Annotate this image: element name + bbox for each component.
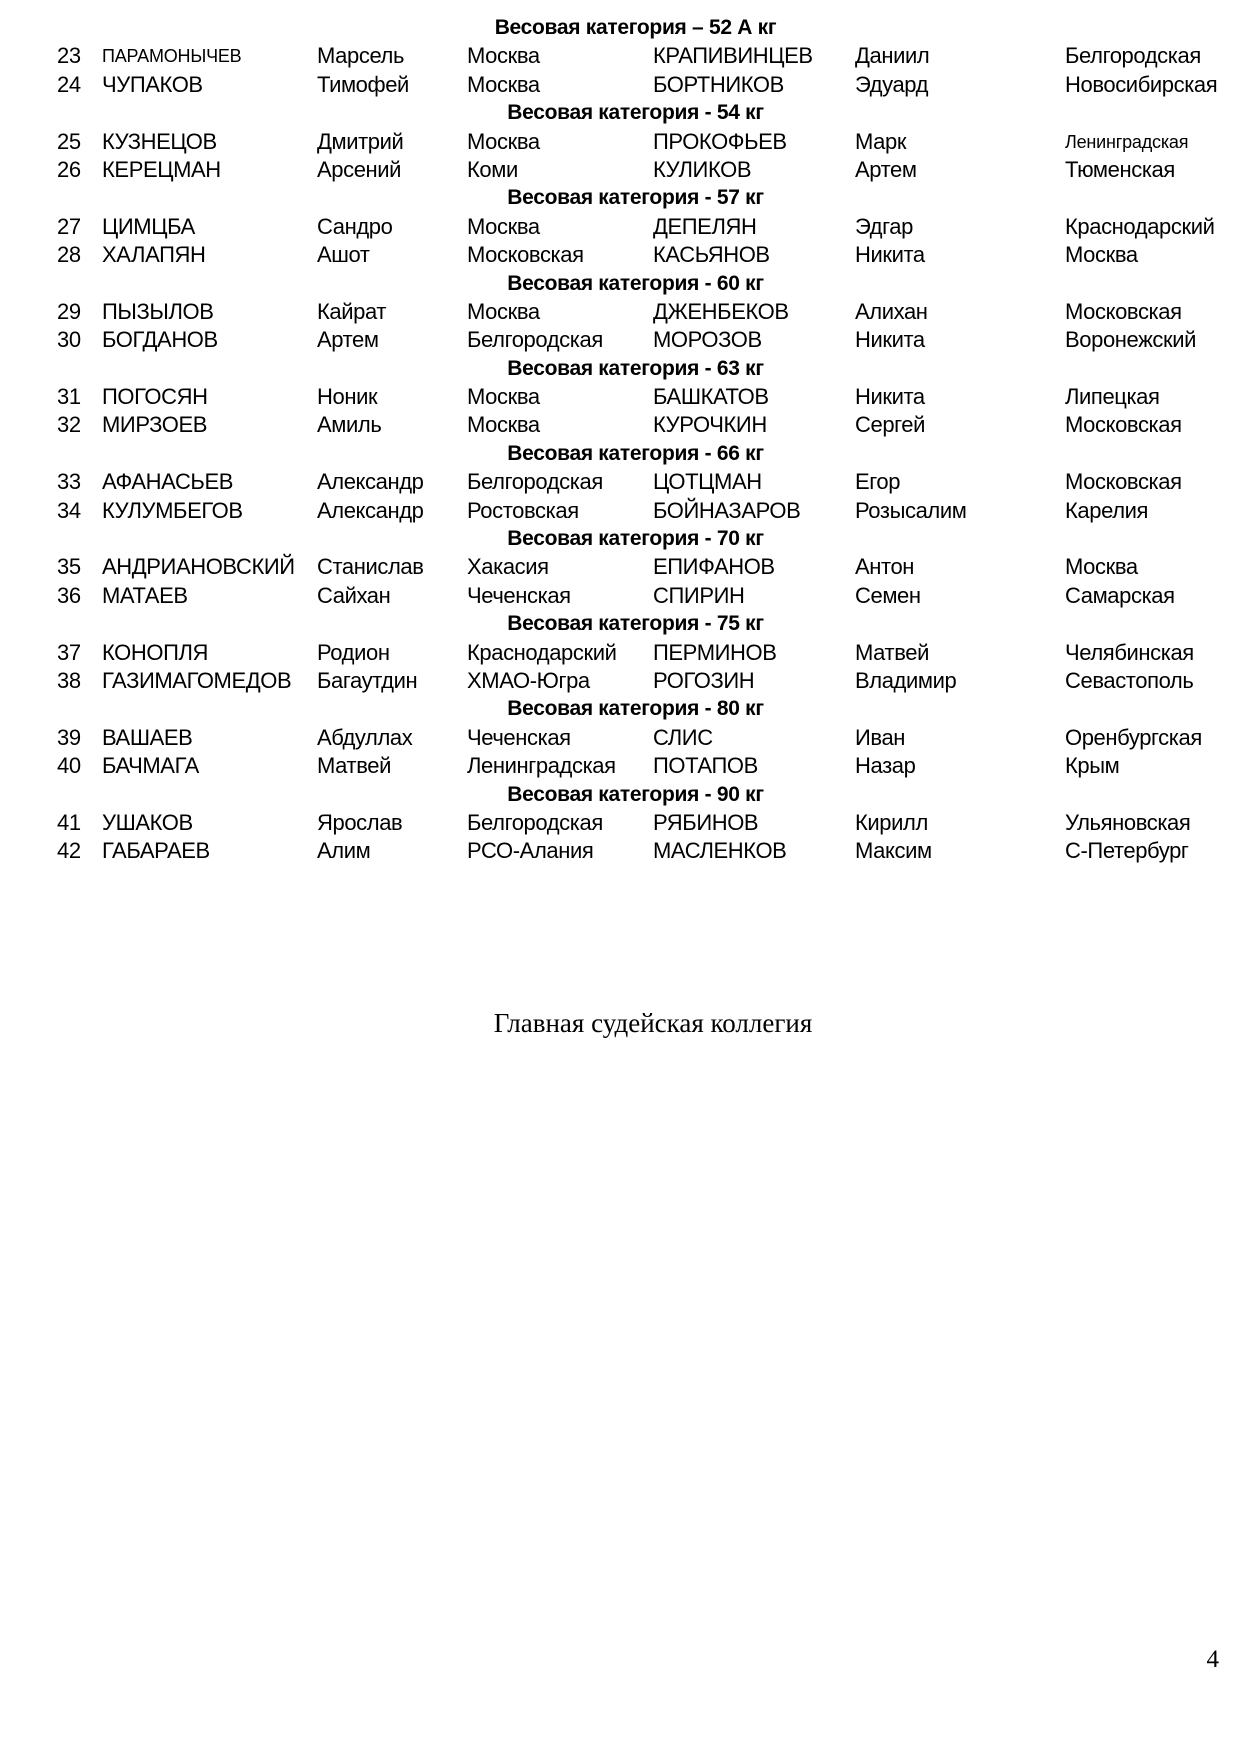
surname-right: БОРТНИКОВ xyxy=(653,71,784,97)
firstname-left: Дмитрий xyxy=(317,128,404,154)
region-right: Самарская xyxy=(1065,582,1175,608)
firstname-left: Арсений xyxy=(317,156,402,182)
surname-right: ПОТАПОВ xyxy=(653,753,758,779)
surname-left: ГАЗИМАГОМЕДОВ xyxy=(102,667,292,693)
region-right: Липецкая xyxy=(1065,384,1160,410)
region-left: Чеченская xyxy=(467,582,571,608)
firstname-left: Сайхан xyxy=(317,582,391,608)
surname-left: ГАБАРАЕВ xyxy=(102,838,210,864)
region-right: Ленинградская xyxy=(1065,131,1189,152)
surname-left: КЕРЕЦМАН xyxy=(102,156,221,182)
firstname-left: Ашот xyxy=(317,242,370,268)
region-left: Москва xyxy=(467,128,540,154)
entry-number: 25 xyxy=(57,128,81,154)
surname-left: ПЫЗЫЛОВ xyxy=(102,298,214,324)
table-row xyxy=(0,383,1241,411)
surname-right: ЕПИФАНОВ xyxy=(653,554,775,580)
region-right: С-Петербург xyxy=(1065,838,1189,864)
region-left: Москва xyxy=(467,43,540,69)
surname-left: ПОГОСЯН xyxy=(102,384,208,410)
firstname-right: Кирилл xyxy=(855,809,928,835)
region-left: Москва xyxy=(467,384,540,410)
table-row xyxy=(0,582,1241,610)
table-row xyxy=(0,667,1241,695)
firstname-left: Ярослав xyxy=(317,809,403,835)
weight-category-header: Весовая категория - 66 кг xyxy=(507,441,764,465)
firstname-left: Матвей xyxy=(317,753,391,779)
firstname-left: Родион xyxy=(317,639,390,665)
surname-left: ВАШАЕВ xyxy=(102,724,193,750)
table-row xyxy=(0,497,1241,525)
firstname-right: Назар xyxy=(855,753,916,779)
surname-right: ПЕРМИНОВ xyxy=(653,639,777,665)
entry-number: 42 xyxy=(57,838,81,864)
region-right: Челябинская xyxy=(1065,639,1194,665)
firstname-right: Никита xyxy=(855,384,925,410)
firstname-right: Антон xyxy=(855,554,915,580)
page-number: 4 xyxy=(1206,1646,1219,1673)
firstname-left: Кайрат xyxy=(317,298,387,324)
table-row xyxy=(0,639,1241,667)
region-left: Москва xyxy=(467,213,540,239)
region-right: Москва xyxy=(1065,242,1138,268)
weight-category-header: Весовая категория - 60 кг xyxy=(507,271,764,295)
firstname-right: Егор xyxy=(855,469,901,495)
table-row xyxy=(0,241,1241,269)
weight-category-header: Весовая категория - 70 кг xyxy=(507,527,764,551)
region-left: Чеченская xyxy=(467,724,571,750)
region-right: Оренбургская xyxy=(1065,724,1202,750)
region-right: Ульяновская xyxy=(1065,809,1191,835)
table-row xyxy=(0,128,1241,156)
table-row xyxy=(0,752,1241,780)
entry-number: 23 xyxy=(57,43,81,69)
table-row xyxy=(0,837,1241,865)
region-right: Белгородская xyxy=(1065,43,1201,69)
entry-number: 27 xyxy=(57,213,81,239)
firstname-right: Иван xyxy=(855,724,906,750)
region-right: Карелия xyxy=(1065,497,1149,523)
surname-right: МАСЛЕНКОВ xyxy=(653,838,787,864)
surname-left: КОНОПЛЯ xyxy=(102,639,209,665)
firstname-right: Даниил xyxy=(855,43,930,69)
entry-number: 26 xyxy=(57,156,81,182)
entry-number: 35 xyxy=(57,554,81,580)
surname-right: ДЖЕНБЕКОВ xyxy=(653,298,789,324)
table-row xyxy=(0,71,1241,99)
surname-left: БАЧМАГА xyxy=(102,753,199,779)
surname-left: МАТАЕВ xyxy=(102,582,188,608)
surname-right: СЛИС xyxy=(653,724,713,750)
surname-left: КУЛУМБЕГОВ xyxy=(102,497,243,523)
entry-number: 28 xyxy=(57,242,81,268)
table-row xyxy=(0,724,1241,752)
surname-right: БАШКАТОВ xyxy=(653,384,769,410)
region-left: Белгородская xyxy=(467,809,603,835)
firstname-right: Никита xyxy=(855,242,925,268)
table-row xyxy=(0,468,1241,496)
region-left: Коми xyxy=(467,156,518,182)
firstname-left: Ноник xyxy=(317,384,378,410)
surname-left: КУЗНЕЦОВ xyxy=(102,128,217,154)
surname-right: КАСЬЯНОВ xyxy=(653,242,770,268)
region-right: Воронежский xyxy=(1065,327,1197,353)
firstname-right: Семен xyxy=(855,582,921,608)
entry-number: 38 xyxy=(57,667,81,693)
region-right: Москва xyxy=(1065,554,1138,580)
surname-left: АФАНАСЬЕВ xyxy=(102,469,234,495)
surname-left: БОГДАНОВ xyxy=(102,327,218,353)
weight-category-header: Весовая категория – 52 А кг xyxy=(494,16,777,39)
region-right: Крым xyxy=(1065,753,1120,779)
table-row xyxy=(0,326,1241,354)
table-row xyxy=(0,411,1241,439)
surname-left: ПАРАМОНЫЧЕВ xyxy=(102,46,242,67)
firstname-right: Розысалим xyxy=(855,497,967,523)
firstname-left: Абдуллах xyxy=(317,724,413,750)
weight-category-header: Весовая категория - 80 кг xyxy=(507,697,764,721)
firstname-right: Максим xyxy=(855,838,932,864)
region-right: Севастополь xyxy=(1065,667,1194,693)
surname-left: УШАКОВ xyxy=(102,809,193,835)
region-left: Москва xyxy=(467,71,540,97)
entry-number: 40 xyxy=(57,753,81,779)
surname-right: СПИРИН xyxy=(653,582,745,608)
firstname-left: Артем xyxy=(317,327,379,353)
region-left: Хакасия xyxy=(467,554,549,580)
surname-left: ЧУПАКОВ xyxy=(102,71,203,97)
firstname-left: Александр xyxy=(317,497,424,523)
region-left: Ленинградская xyxy=(467,753,616,779)
surname-right: ПРОКОФЬЕВ xyxy=(653,128,787,154)
surname-right: РОГОЗИН xyxy=(653,667,755,693)
firstname-left: Александр xyxy=(317,469,424,495)
surname-right: РЯБИНОВ xyxy=(653,809,759,835)
roster xyxy=(0,0,1241,866)
firstname-right: Эдгар xyxy=(855,213,913,239)
entry-number: 30 xyxy=(57,327,81,353)
committee-line: Главная судейская коллегия xyxy=(493,1007,813,1038)
table-row xyxy=(0,298,1241,326)
firstname-left: Сандро xyxy=(317,213,393,239)
region-left: ХМАО-Югра xyxy=(467,667,590,693)
surname-left: МИРЗОЕВ xyxy=(102,412,208,438)
surname-right: КУЛИКОВ xyxy=(653,156,752,182)
surname-right: МОРОЗОВ xyxy=(653,327,762,353)
region-right: Московская xyxy=(1065,298,1182,324)
entry-number: 39 xyxy=(57,724,81,750)
region-left: Белгородская xyxy=(467,327,603,353)
region-right: Московская xyxy=(1065,469,1182,495)
region-left: Москва xyxy=(467,298,540,324)
region-left: Ростовская xyxy=(467,497,579,523)
entry-number: 41 xyxy=(57,809,81,835)
region-left: Москва xyxy=(467,412,540,438)
region-left: Московская xyxy=(467,242,584,268)
entry-number: 32 xyxy=(57,412,81,438)
table-row xyxy=(0,213,1241,241)
region-left: РСО-Алания xyxy=(467,838,594,864)
surname-right: БОЙНАЗАРОВ xyxy=(653,497,801,523)
surname-left: ХАЛАПЯН xyxy=(102,242,206,268)
firstname-left: Тимофей xyxy=(317,71,409,97)
region-right: Тюменская xyxy=(1065,156,1175,182)
firstname-left: Багаутдин xyxy=(317,667,418,693)
surname-left: ЦИМЦБА xyxy=(102,213,195,239)
firstname-right: Марк xyxy=(855,128,907,154)
weight-category-header: Весовая категория - 54 кг xyxy=(507,101,764,125)
region-right: Краснодарский xyxy=(1065,213,1215,239)
entry-number: 33 xyxy=(57,469,81,495)
entry-number: 31 xyxy=(57,384,81,410)
entry-number: 29 xyxy=(57,298,81,324)
entry-number: 36 xyxy=(57,582,81,608)
region-right: Московская xyxy=(1065,412,1182,438)
surname-right: КРАПИВИНЦЕВ xyxy=(653,43,813,69)
entry-number: 37 xyxy=(57,639,81,665)
firstname-left: Станислав xyxy=(317,554,424,580)
table-row xyxy=(0,156,1241,184)
region-right: Новосибирская xyxy=(1065,71,1218,97)
region-left: Белгородская xyxy=(467,469,603,495)
surname-right: ДЕПЕЛЯН xyxy=(653,213,757,239)
firstname-left: Алим xyxy=(317,838,371,864)
table-row xyxy=(0,42,1241,70)
surname-left: АНДРИАНОВСКИЙ xyxy=(102,554,295,580)
region-left: Краснодарский xyxy=(467,639,617,665)
firstname-right: Сергей xyxy=(855,412,926,438)
firstname-right: Артем xyxy=(855,156,917,182)
entry-number: 34 xyxy=(57,497,81,523)
firstname-right: Алихан xyxy=(855,298,928,324)
weight-category-header: Весовая категория - 63 кг xyxy=(507,356,764,380)
weight-category-header: Весовая категория - 57 кг xyxy=(507,186,764,210)
surname-right: КУРОЧКИН xyxy=(653,412,767,438)
surname-right: ЦОТЦМАН xyxy=(653,469,762,495)
firstname-right: Матвей xyxy=(855,639,929,665)
table-row xyxy=(0,809,1241,837)
firstname-right: Эдуард xyxy=(855,71,929,97)
firstname-left: Марсель xyxy=(317,43,405,69)
weight-category-header: Весовая категория - 75 кг xyxy=(507,612,764,636)
table-row xyxy=(0,553,1241,581)
firstname-right: Никита xyxy=(855,327,925,353)
weight-category-header: Весовая категория - 90 кг xyxy=(507,782,764,806)
firstname-right: Владимир xyxy=(855,667,957,693)
entry-number: 24 xyxy=(57,71,81,97)
firstname-left: Амиль xyxy=(317,412,382,438)
